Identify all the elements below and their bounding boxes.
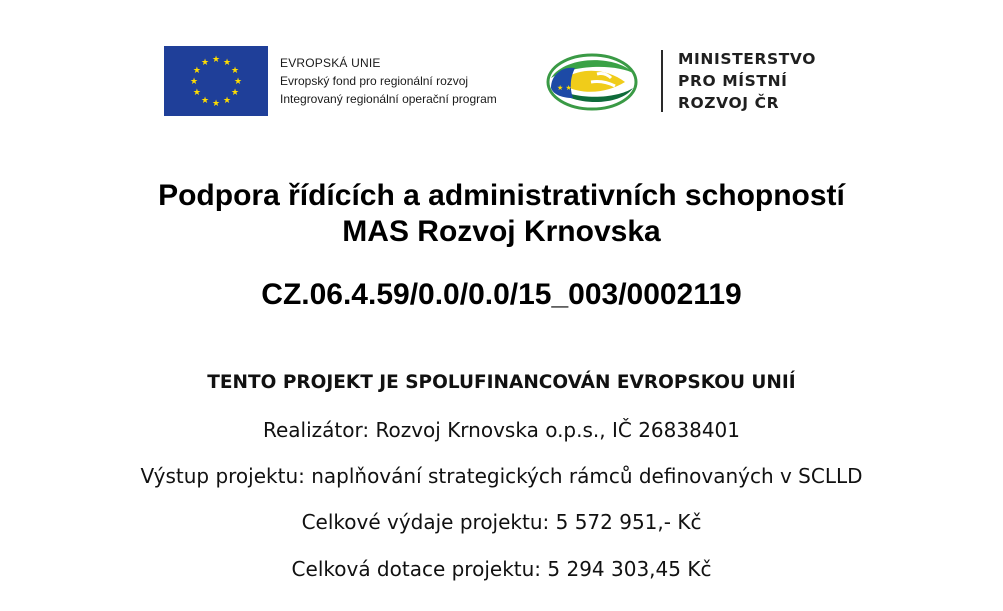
eu-star-icon: ★	[233, 77, 243, 87]
ministry-name-block	[678, 48, 816, 114]
eu-flag-icon	[164, 46, 268, 116]
ministry-name-line2: PRO MÍSTNÍ	[678, 72, 788, 90]
cofinanced-statement: TENTO PROJEKT JE SPOLUFINANCOVÁN EVROPSKOU UNIÍ	[207, 372, 796, 393]
eu-star-icon: ★	[189, 77, 199, 87]
project-title-line2: MAS Rozvoj Krnovska	[342, 215, 661, 248]
eu-star-icon: ★	[200, 96, 210, 107]
ministry-name-line1: MINISTERSTVO	[678, 50, 817, 68]
eu-star-icon: ★	[200, 57, 210, 68]
eu-star-icon: ★	[192, 88, 201, 98]
eu-star-icon: ★	[211, 99, 221, 109]
eu-text-block	[280, 54, 497, 108]
project-title-line1: Podpora řídících a administrativních schopností	[158, 179, 845, 212]
total-subsidy-line: Celková dotace projektu: 5 294 303,45 Kč	[291, 557, 712, 581]
eu-star-icon: ★	[222, 96, 232, 107]
realizer-line: Realizátor: Rozvoj Krnovska o.p.s., IČ 26838401	[263, 418, 740, 442]
logo-strip	[160, 42, 840, 122]
svg-text:★ ★: ★ ★	[557, 84, 572, 92]
ministry-divider	[661, 50, 663, 112]
project-output-line: Výstup projektu: naplňování strategických rámců definovaných v SCLLD	[140, 464, 863, 488]
ministry-logo-icon	[545, 48, 640, 114]
eu-program-name: Integrovaný regionální operační program	[280, 92, 497, 106]
ministry-name-line3: ROZVOJ ČR	[678, 94, 780, 112]
eu-star-icon: ★	[192, 66, 201, 76]
eu-star-icon: ★	[211, 55, 221, 65]
eu-star-icon: ★	[231, 88, 240, 98]
project-title	[0, 178, 1003, 250]
total-expenses-line: Celkové výdaje projektu: 5 572 951,- Kč	[301, 510, 702, 534]
eu-star-icon: ★	[231, 66, 240, 76]
eu-star-icon: ★	[222, 57, 232, 68]
eu-title: EVROPSKÁ UNIE	[280, 56, 381, 70]
project-code: CZ.06.4.59/0.0/0.0/15_003/0002119	[261, 278, 742, 311]
eu-fund-name: Evropský fond pro regionální rozvoj	[280, 74, 469, 88]
